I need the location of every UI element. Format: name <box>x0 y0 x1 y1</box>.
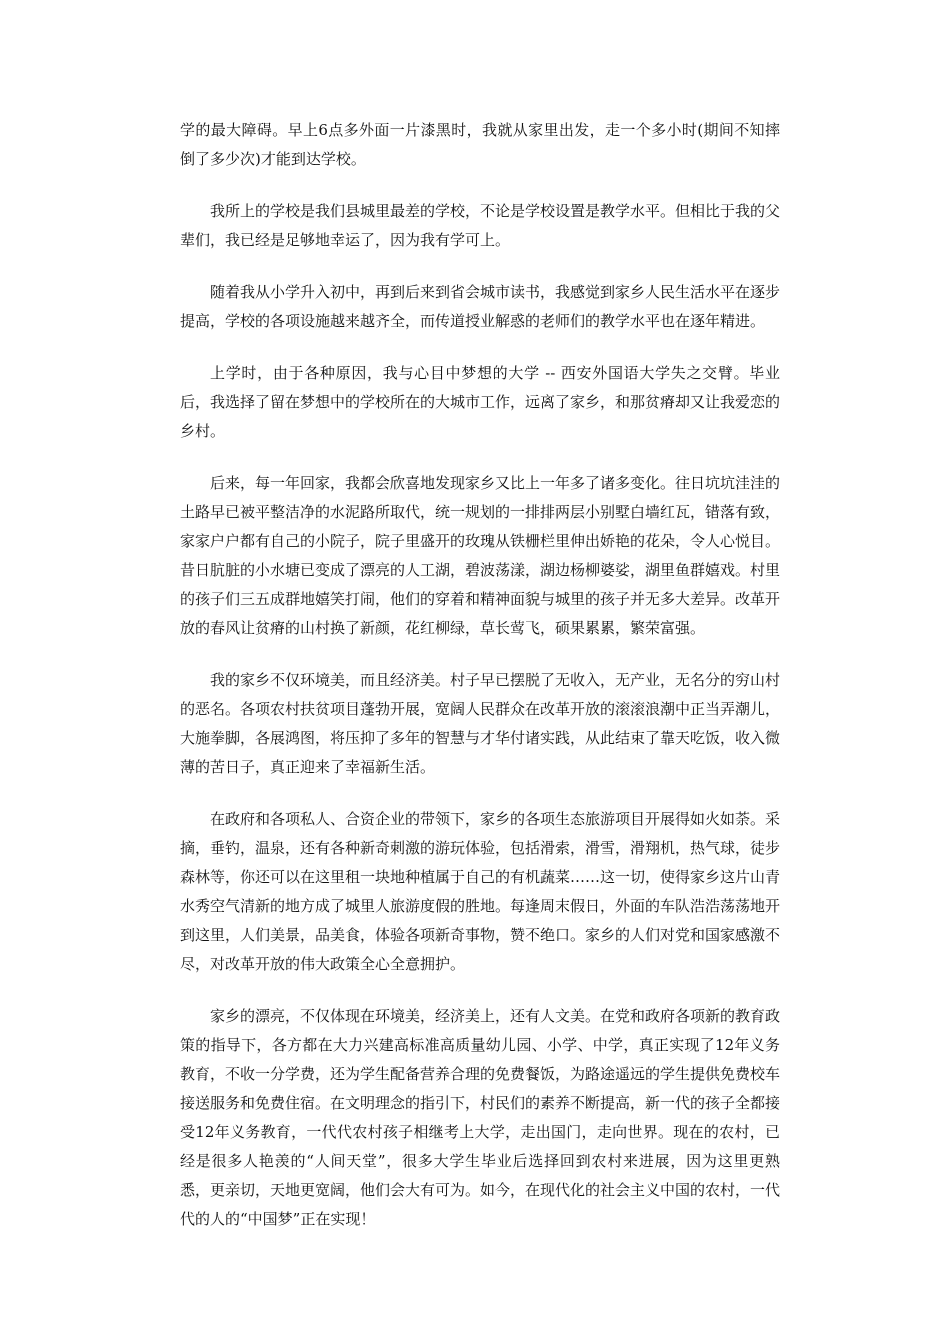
paragraph-7: 在政府和各项私人、合资企业的带领下，家乡的各项生态旅游项目开展得如火如荼。采摘，垂钓，温泉，还有各种新奇刺激的游玩体验，包括滑索，滑雪，滑翔机，热气球，徒步森林等，你还可以在这里租一块地种植属于自己的有机蔬菜……这一切，使得家乡这片山青水秀空气清新的地方成了城里人旅游度假的胜地。每逢周末假日，外面的车队浩浩荡荡地开到这里，人们美景，品美食，体验各项新奇事物，赞不绝口。家乡的人们对党和国家感激不尽，对改革开放的伟大政策全心全意拥护。 <box>180 810 781 973</box>
paragraph-3: 随着我从小学升入初中，再到后来到省会城市读书，我感觉到家乡人民生活水平在逐步提高，学校的各项设施越来越齐全，而传道授业解惑的老师们的教学水平也在逐年精进。 <box>180 283 781 330</box>
paragraph-2: 我所上的学校是我们县城里最差的学校，不论是学校设置是教学水平。但相比于我的父辈们，我已经是足够地幸运了，因为我有学可上。 <box>180 202 781 249</box>
document-body <box>180 116 780 1257</box>
paragraph-5: 后来，每一年回家，我都会欣喜地发现家乡又比上一年多了诸多变化。往日坑坑洼洼的土路早已被平整洁净的水泥路所取代，统一规划的一排排两层小别墅白墙红瓦，错落有致，家家户户都有自己的小院子，院子里盛开的玫瑰从铁栅栏里伸出娇艳的花朵，令人心悦目。昔日肮脏的小水塘已变成了漂亮的人工湖，碧波荡漾，湖边杨柳婆娑，湖里鱼群嬉戏。村里的孩子们三五成群地嬉笑打闹，他们的穿着和精神面貌与城里的孩子并无多大差异。改革开放的春风让贫瘠的山村换了新颜，花红柳绿，草长莺飞，硕果累累，繁荣富强。 <box>180 474 781 637</box>
paragraph-6: 我的家乡不仅环境美，而且经济美。村子早已摆脱了无收入，无产业，无名分的穷山村的恶名。各项农村扶贫项目蓬勃开展，宽阔人民群众在改革开放的滚滚浪潮中正当弄潮儿，大施拳脚，各展鸿图，将压抑了多年的智慧与才华付诸实践，从此结束了靠天吃饭，收入微薄的苦日子，真正迎来了幸福新生活。 <box>180 671 781 776</box>
paragraph-1: 学的最大障碍。早上6点多外面一片漆黑时，我就从家里出发，走一个多小时(期间不知摔倒了多少次)才能到达学校。 <box>180 121 780 168</box>
paragraph-4: 上学时，由于各种原因，我与心目中梦想的大学 -- 西安外国语大学失之交臂。毕业后，我选择了留在梦想中的学校所在的大城市工作，远离了家乡，和那贫瘠却又让我爱恋的乡村。 <box>180 364 781 440</box>
paragraph-8: 家乡的漂亮，不仅体现在环境美，经济美上，还有人文美。在党和政府各项新的教育政策的指导下，各方都在大力兴建高标准高质量幼儿园、小学、中学，真正实现了12年义务教育，不收一分学费，还为学生配备营养合理的免费餐饭，为路途遥远的学生提供免费校车接送服务和免费住宿。在文明理念的指引下，村民们的素养不断提高，新一代的孩子全都接受12年义务教育，一代代农村孩子相继考上大学，走出国门，走向世界。现在的农村，已经是很多人艳羡的“人间天堂”，很多大学生毕业后选择回到农村来进展，因为这里更熟悉，更亲切，天地更宽阔，他们会大有可为。如今，在现代化的社会主义中国的农村，一代代的人的“中国梦”正在实现！ <box>180 1007 781 1228</box>
